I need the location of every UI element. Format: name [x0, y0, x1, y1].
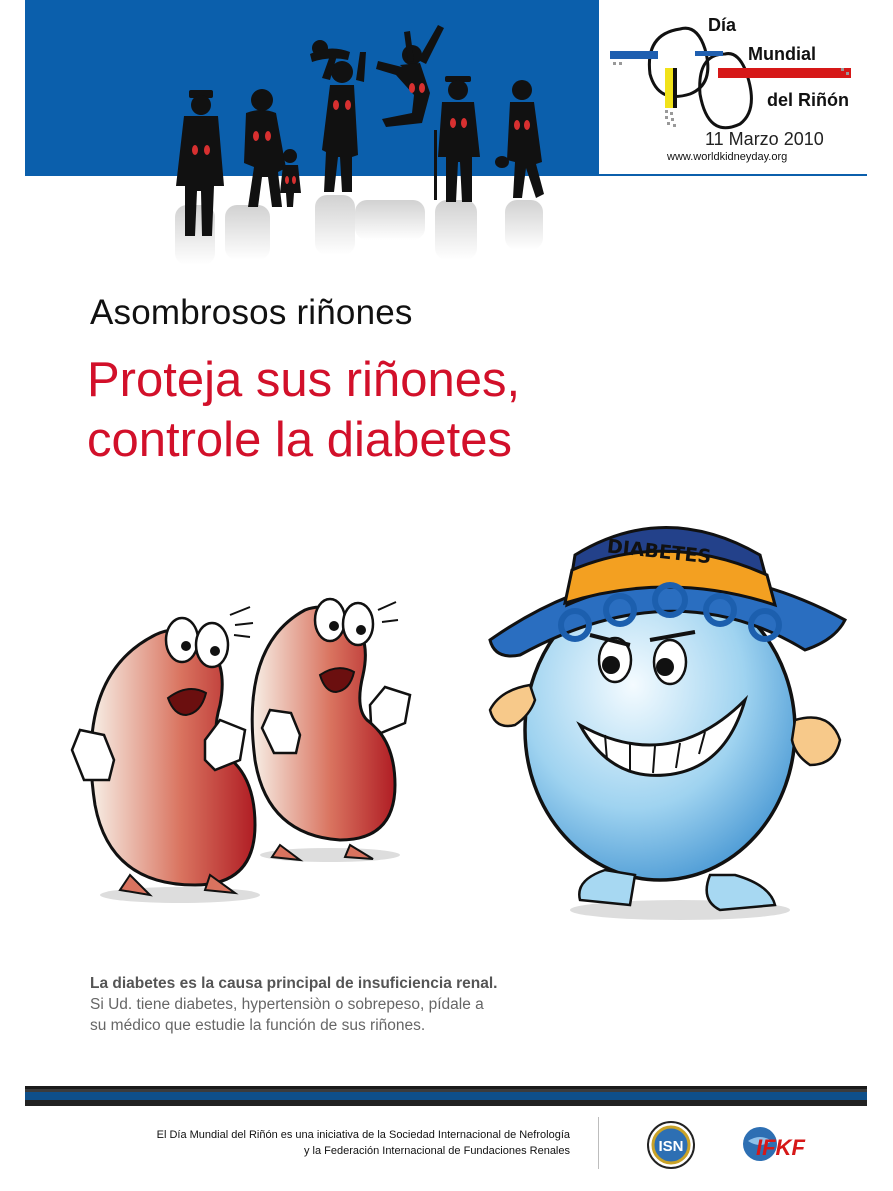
- body-text: [90, 973, 497, 1036]
- isn-logo: [647, 1121, 695, 1169]
- diabetes-character: [490, 528, 845, 911]
- body-text-line-3: su médico que estudie la función de sus riñones.: [90, 1017, 426, 1034]
- silhouette-kidney-marks: [192, 83, 530, 184]
- logo-text-dia: Día: [708, 15, 737, 35]
- headline-line-2: controle la diabetes: [87, 413, 512, 467]
- body-text-lead: La diabetes es la causa principal de insuficiencia renal.: [90, 975, 498, 992]
- page-subtitle: Asombrosos riñones: [90, 293, 413, 332]
- silhouette-reflections: [175, 195, 543, 265]
- logo-text-del-rinon: del Riñón: [767, 90, 849, 110]
- hat-label: DIABETES: [605, 535, 713, 569]
- footer-text: [110, 1127, 570, 1159]
- kidney-character-right: [252, 599, 410, 860]
- body-text-line-2: Si Ud. tiene diabetes, hypertensiòn o sobrepeso, pídale a: [90, 996, 484, 1013]
- footer-text-line-1: El Día Mundial del Riñón es una iniciativa de la Sociedad Internacional de Nefrología: [156, 1129, 570, 1141]
- logo-text-mundial: Mundial: [748, 44, 816, 64]
- headline-line-1: Proteja sus riñones,: [87, 353, 521, 407]
- page-headline: [87, 350, 520, 470]
- ifkf-logo: [740, 1121, 824, 1167]
- footer-text-line-2: y la Federación Internacional de Fundaciones Renales: [304, 1145, 570, 1157]
- world-kidney-day-logo: [605, 4, 863, 172]
- ifkf-logo-label: IFKF: [756, 1135, 805, 1160]
- header-divider-line: [599, 174, 867, 176]
- logo-date: 11 Marzo 2010: [705, 129, 824, 149]
- isn-logo-label: ISN: [658, 1138, 684, 1155]
- family-silhouettes-illustration: [150, 10, 570, 280]
- footer-bar: [25, 1086, 867, 1106]
- logo-url: www.worldkidneyday.org: [667, 151, 788, 163]
- footer-divider: [598, 1117, 599, 1169]
- kidneys-vs-diabetes-cartoon: [60, 500, 860, 940]
- kidney-character-left: [72, 607, 255, 895]
